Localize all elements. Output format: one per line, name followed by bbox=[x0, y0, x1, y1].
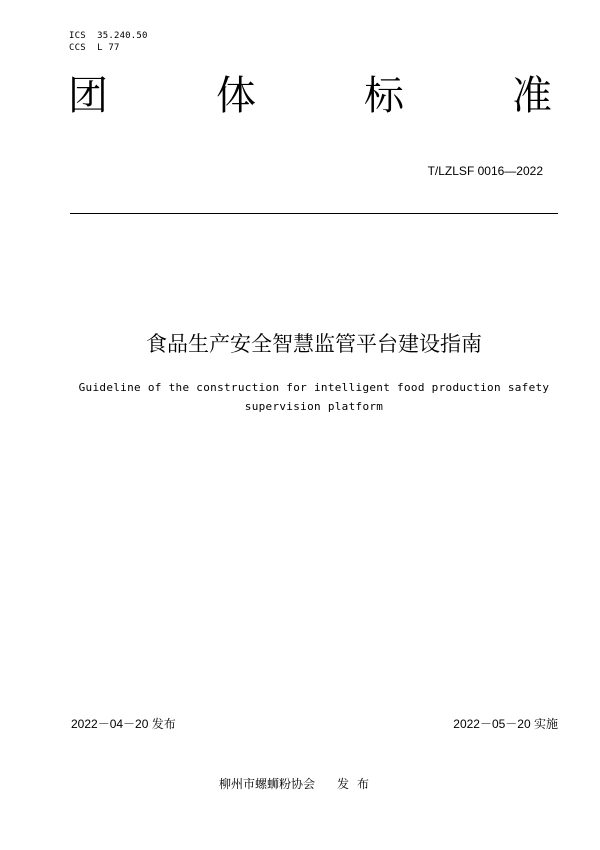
standard-code: T/LZLSF 0016—2022 bbox=[427, 164, 543, 178]
issuer-action: 发布 bbox=[337, 777, 378, 791]
issuer-line bbox=[219, 776, 377, 792]
english-title-line: supervision platform bbox=[244, 400, 384, 413]
ics-code: ICS 35.240.50 bbox=[69, 31, 148, 41]
ccs-code: CCS L 77 bbox=[69, 43, 120, 53]
english-title bbox=[60, 378, 568, 416]
standard-type-char: 标 bbox=[364, 73, 404, 119]
classification-codes bbox=[69, 30, 148, 54]
chinese-title: 食品生产安全智慧监管平台建设指南 bbox=[146, 332, 482, 356]
standard-type-heading bbox=[68, 72, 552, 120]
standard-type-char: 准 bbox=[512, 73, 552, 119]
standard-type-char: 体 bbox=[216, 73, 256, 119]
english-title-line: Guideline of the construction for intelligent food production safety bbox=[78, 381, 550, 394]
header-divider bbox=[70, 213, 558, 214]
issuer-organization: 柳州市螺蛳粉协会 bbox=[219, 777, 316, 791]
publish-date: 2022－04－20 发布 bbox=[71, 717, 176, 731]
implement-date: 2022－05－20 实施 bbox=[453, 717, 558, 731]
standard-type-char: 团 bbox=[68, 73, 108, 119]
